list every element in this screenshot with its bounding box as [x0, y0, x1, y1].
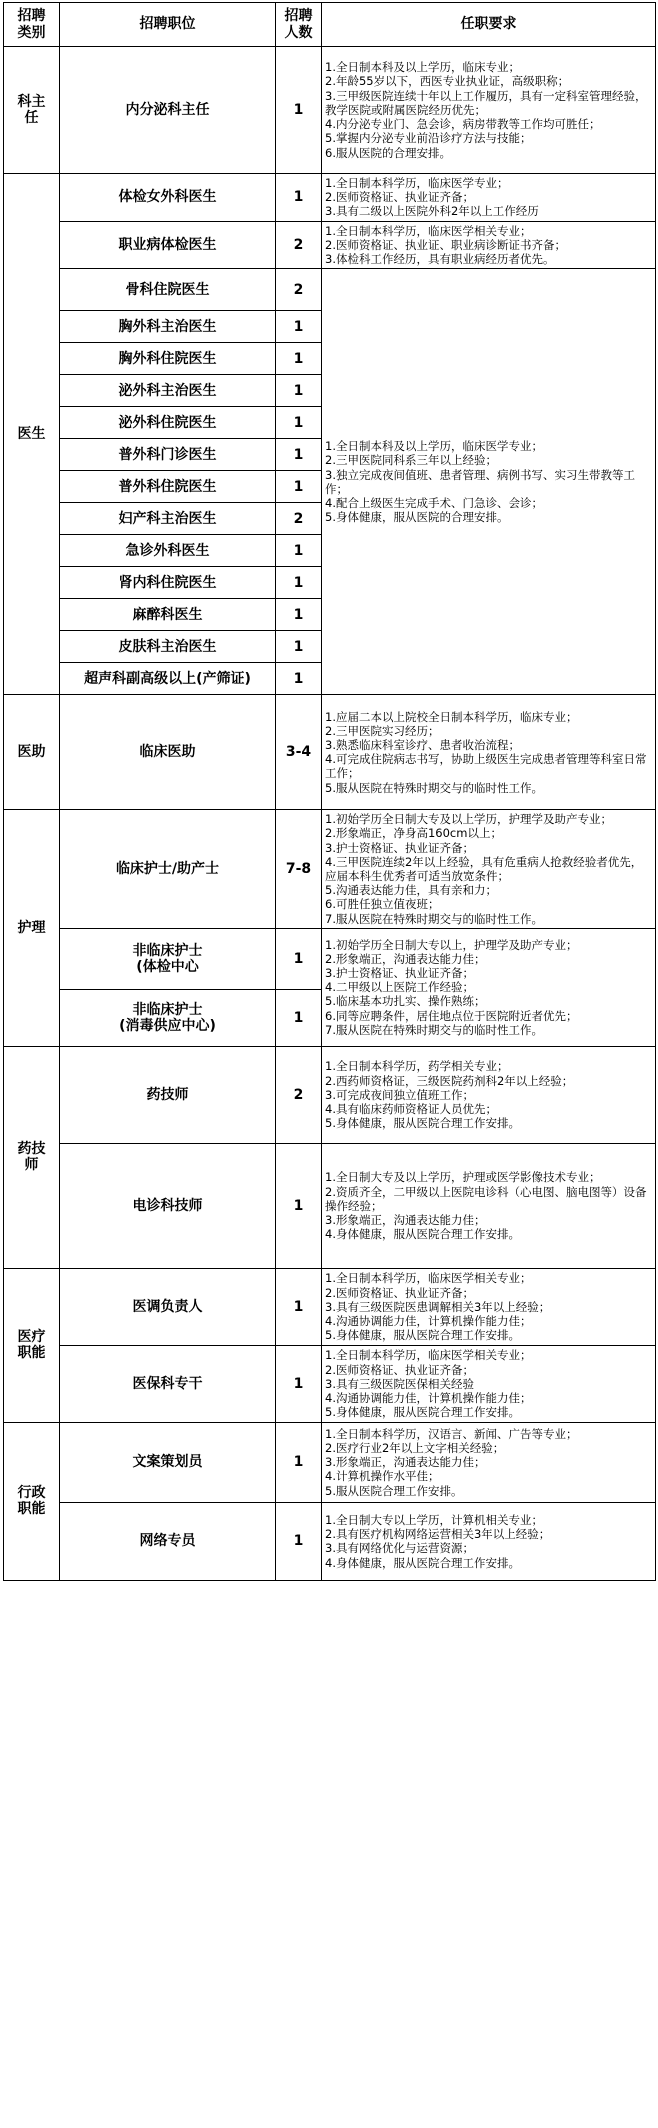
- position-cell: [60, 311, 276, 343]
- count-cell: 1: [276, 311, 322, 343]
- requirement-line: 1.初始学历全日制大专以上，护理学及助产专业；: [325, 937, 578, 952]
- count-cell: 2: [276, 1046, 322, 1143]
- position-cell: [60, 1268, 276, 1345]
- position-title: 非临床护士: [132, 942, 203, 959]
- requirement-line: 4.身体健康，服从医院合理工作安排。: [325, 1227, 520, 1242]
- table-row: [4, 1345, 656, 1422]
- table-row: [4, 810, 656, 929]
- position-title: 泌外科住院医生: [118, 414, 217, 431]
- requirement-line: 5.沟通表达能力佳，具有亲和力；: [325, 883, 497, 898]
- position-title: 泌外科主治医生: [118, 382, 217, 399]
- position-cell: [60, 663, 276, 695]
- requirement-line: 1.全日制大专以上学历，计算机相关专业；: [325, 1512, 543, 1527]
- count-cell: 2: [276, 503, 322, 535]
- requirement-line: 6.服从医院的合理安排。: [325, 145, 451, 160]
- position-title: 电诊科技师: [132, 1197, 203, 1214]
- requirement-line: 6.同等应聘条件，居住地点位于医院附近者优先；: [325, 1008, 578, 1023]
- requirements-cell: [322, 269, 656, 695]
- header-position: 招聘职位: [60, 3, 276, 47]
- requirement-line: 2.三甲医院同科系三年以上经验；: [325, 453, 497, 468]
- position-cell: [60, 1502, 276, 1580]
- count-cell: 1: [276, 1422, 322, 1502]
- requirement-line: 3.独立完成夜间值班、患者管理、病例书写、实习生带教等工作；: [325, 467, 635, 496]
- table-row: [4, 174, 656, 222]
- requirement-line: 7.服从医院在特殊时期交与的临时性工作。: [325, 911, 543, 926]
- category-cell: 科主任: [4, 47, 60, 174]
- requirements-cell: [322, 1422, 656, 1502]
- requirement-line: 6.可胜任独立值夜班；: [325, 897, 440, 912]
- requirements-cell: [322, 810, 656, 929]
- requirements-cell: [322, 174, 656, 222]
- count-cell: 3-4: [276, 695, 322, 810]
- requirement-line: 4.具有临床药师资格证人员优先；: [325, 1101, 497, 1116]
- position-title: 肾内科住院医生: [118, 574, 217, 591]
- count-cell: 1: [276, 535, 322, 567]
- requirement-line: 1.应届二本以上院校全日制本科学历，临床专业；: [325, 709, 578, 724]
- requirement-line: 3.护士资格证、执业证齐备；: [325, 966, 474, 981]
- requirement-line: 1.全日制本科学历，临床医学相关专业；: [325, 1271, 532, 1286]
- count-cell: 1: [276, 663, 322, 695]
- position-title: 麻醉科医生: [132, 606, 203, 623]
- position-cell: [60, 599, 276, 631]
- requirement-line: 4.内分泌专业门、急会诊，病房带教等工作均可胜任；: [325, 117, 601, 132]
- count-cell: 1: [276, 1268, 322, 1345]
- position-cell: [60, 1422, 276, 1502]
- requirement-line: 3.体检科工作经历，具有职业病经历者优先。: [325, 252, 555, 267]
- position-cell: [60, 989, 276, 1046]
- table-row: [4, 47, 656, 174]
- count-cell: 1: [276, 1143, 322, 1268]
- position-cell: [60, 375, 276, 407]
- position-title: 内分泌科主任: [125, 102, 210, 118]
- category-cell: 护理: [4, 810, 60, 1047]
- requirement-line: 1.全日制本科及以上学历，临床专业；: [325, 60, 520, 75]
- category-cell: 行政职能: [4, 1422, 60, 1580]
- count-cell: 1: [276, 407, 322, 439]
- position-title: 职业病体检医生: [118, 236, 217, 253]
- table-row: [4, 221, 656, 269]
- requirement-line: 4.二甲级以上医院工作经验；: [325, 980, 474, 995]
- table-row: [4, 1046, 656, 1143]
- table-row: [4, 928, 656, 989]
- position-cell: [60, 471, 276, 503]
- requirement-line: 7.服从医院在特殊时期交与的临时性工作。: [325, 1022, 543, 1037]
- position-cell: [60, 535, 276, 567]
- requirements-cell: [322, 1143, 656, 1268]
- category-cell: 医疗职能: [4, 1268, 60, 1422]
- count-cell: 2: [276, 221, 322, 269]
- position-cell: [60, 439, 276, 471]
- position-title: 医保科专干: [132, 1375, 203, 1392]
- position-cell: [60, 1345, 276, 1422]
- position-cell: [60, 631, 276, 663]
- requirement-line: 3.形象端正，沟通表达能力佳；: [325, 1455, 486, 1470]
- requirement-line: 1.全日制大专及以上学历，护理或医学影像技术专业；: [325, 1170, 601, 1185]
- position-title: 超声科副高级以上(产筛证): [84, 670, 251, 687]
- position-title: 急诊外科医生: [125, 542, 210, 559]
- count-cell: 1: [276, 1345, 322, 1422]
- position-title: 临床护士/助产士: [115, 861, 220, 878]
- count-cell: 1: [276, 375, 322, 407]
- position-title: 体检女外科医生: [118, 189, 217, 206]
- requirement-line: 2.医疗行业2年以上文字相关经验；: [325, 1441, 505, 1456]
- position-cell: [60, 503, 276, 535]
- requirement-line: 4.身体健康，服从医院合理工作安排。: [325, 1555, 520, 1570]
- position-subtitle: (体检中心: [136, 958, 199, 975]
- requirement-line: 4.沟通协调能力佳，计算机操作能力佳；: [325, 1390, 532, 1405]
- count-cell: 1: [276, 989, 322, 1046]
- requirement-line: 4.可完成住院病志书写，协助上级医生完成患者管理等科室日常工作；: [325, 752, 647, 781]
- position-title: 胸外科主治医生: [118, 318, 217, 335]
- requirement-line: 4.计算机操作水平佳；: [325, 1469, 440, 1484]
- table-row: [4, 1502, 656, 1580]
- position-title: 非临床护士: [132, 1001, 203, 1018]
- position-subtitle: (消毒供应中心): [119, 1017, 216, 1034]
- requirement-line: 5.身体健康，服从医院合理工作安排。: [325, 1328, 520, 1343]
- requirement-line: 2.形象端正，沟通表达能力佳；: [325, 951, 486, 966]
- position-cell: [60, 567, 276, 599]
- position-cell: [60, 928, 276, 989]
- requirement-line: 1.全日制本科学历，药学相关专业；: [325, 1059, 509, 1074]
- requirement-line: 3.可完成夜间独立值班工作；: [325, 1087, 474, 1102]
- requirements-cell: [322, 1502, 656, 1580]
- position-cell: [60, 269, 276, 311]
- requirement-line: 3.具有二级以上医院外科2年以上工作经历: [325, 204, 539, 219]
- count-cell: 1: [276, 471, 322, 503]
- position-title: 胸外科住院医生: [118, 350, 217, 367]
- header-category: 招聘类别: [4, 3, 60, 47]
- position-title: 药技师: [146, 1086, 189, 1103]
- requirement-line: 2.年龄55岁以下，西医专业执业证，高级职称；: [325, 74, 570, 89]
- requirements-cell: [322, 928, 656, 1046]
- position-cell: [60, 221, 276, 269]
- requirement-line: 4.沟通协调能力佳，计算机操作能力佳；: [325, 1313, 532, 1328]
- count-cell: 1: [276, 599, 322, 631]
- requirement-line: 4.配合上级医生完成手术、门急诊、会诊；: [325, 495, 543, 510]
- requirement-line: 2.具有医疗机构网络运营相关3年以上经验；: [325, 1527, 551, 1542]
- requirement-line: 1.全日制本科学历，汉语言、新闻、广告等专业；: [325, 1426, 578, 1441]
- position-cell: [60, 343, 276, 375]
- position-title: 骨科住院医生: [125, 281, 210, 298]
- table-row: [4, 269, 656, 311]
- count-cell: 1: [276, 567, 322, 599]
- count-cell: 1: [276, 631, 322, 663]
- position-title: 文案策划员: [132, 1454, 203, 1471]
- count-cell: 1: [276, 174, 322, 222]
- requirement-line: 3.熟悉临床科室诊疗、患者收治流程；: [325, 738, 520, 753]
- requirement-line: 3.具有三级医院医保相关经验: [325, 1376, 474, 1391]
- requirement-line: 4.三甲医院连续2年以上经验，具有危重病人抢救经验者优先，应届本科生优秀者可适当放宽条件；: [325, 854, 643, 884]
- position-cell: [60, 174, 276, 222]
- requirement-line: 2.医师资格证、执业证齐备；: [325, 1362, 474, 1377]
- requirements-cell: [322, 1268, 656, 1345]
- requirement-line: 3.具有网络优化与运营资源；: [325, 1541, 474, 1556]
- requirements-cell: [322, 1345, 656, 1422]
- requirement-line: 2.医师资格证、执业证、职业病诊断证书齐备；: [325, 237, 566, 252]
- count-cell: 1: [276, 1502, 322, 1580]
- requirement-line: 1.全日制本科学历，临床医学相关专业；: [325, 1348, 532, 1363]
- requirement-line: 2.形象端正，净身高160cm以上；: [325, 826, 502, 841]
- position-title: 妇产科主治医生: [118, 510, 217, 527]
- requirement-line: 2.医师资格证、执业证齐备；: [325, 1285, 474, 1300]
- requirement-line: 1.初始学历全日制大专及以上学历，护理学及助产专业；: [325, 812, 612, 827]
- header-requirements: 任职要求: [322, 3, 656, 47]
- requirement-line: 5.身体健康，服从医院的合理安排。: [325, 510, 509, 525]
- requirements-cell: [322, 221, 656, 269]
- requirement-line: 5.服从医院合理工作安排。: [325, 1483, 463, 1498]
- requirement-line: 1.全日制本科学历，临床医学专业；: [325, 176, 509, 190]
- position-title: 医调负责人: [132, 1298, 203, 1315]
- requirement-line: 2.医师资格证、执业证齐备；: [325, 190, 474, 205]
- requirement-line: 5.临床基本功扎实、操作熟练；: [325, 994, 486, 1009]
- header-count: 招聘人数: [276, 3, 322, 47]
- category-cell: 药技师: [4, 1046, 60, 1268]
- requirements-cell: [322, 695, 656, 810]
- position-title: 皮肤科主治医生: [118, 638, 217, 655]
- requirement-line: 5.身体健康，服从医院合理工作安排。: [325, 1405, 520, 1420]
- table-row: [4, 1143, 656, 1268]
- requirements-cell: [322, 47, 656, 174]
- position-cell: [60, 810, 276, 929]
- requirement-line: 3.护士资格证、执业证齐备；: [325, 840, 474, 855]
- requirement-line: 5.服从医院在特殊时期交与的临时性工作。: [325, 780, 543, 795]
- position-cell: [60, 47, 276, 174]
- position-title: 普外科门诊医生: [118, 446, 217, 463]
- requirement-line: 1.全日制本科学历，临床医学相关专业；: [325, 223, 532, 238]
- position-cell: [60, 407, 276, 439]
- recruitment-table: [3, 2, 656, 1581]
- count-cell: 1: [276, 439, 322, 471]
- count-cell: 1: [276, 928, 322, 989]
- table-row: [4, 1268, 656, 1345]
- table-row: [4, 1422, 656, 1502]
- position-title: 普外科住院医生: [118, 478, 217, 495]
- requirement-line: 3.三甲级医院连续十年以上工作履历，具有一定科室管理经验，教学医院或附属医院经历优先；: [325, 88, 647, 117]
- category-cell: 医生: [4, 174, 60, 695]
- header-row: [4, 3, 656, 47]
- count-cell: 7-8: [276, 810, 322, 929]
- count-cell: 1: [276, 343, 322, 375]
- count-cell: 2: [276, 269, 322, 311]
- position-cell: [60, 1046, 276, 1143]
- count-cell: 1: [276, 47, 322, 174]
- requirement-line: 5.掌握内分泌专业前沿诊疗方法与技能；: [325, 131, 532, 146]
- table-row: [4, 695, 656, 810]
- position-cell: [60, 1143, 276, 1268]
- category-cell: 医助: [4, 695, 60, 810]
- requirement-line: 2.资质齐全，二甲级以上医院电诊科（心电图、脑电图等）设备操作经验；: [325, 1184, 647, 1213]
- position-title: 临床医助: [139, 744, 196, 761]
- requirements-cell: [322, 1046, 656, 1143]
- requirement-line: 2.西药师资格证，三级医院药剂科2年以上经验；: [325, 1073, 574, 1088]
- requirement-line: 3.具有三级医院医患调解相关3年以上经验；: [325, 1299, 551, 1314]
- requirement-line: 3.形象端正，沟通表达能力佳；: [325, 1212, 486, 1227]
- position-title: 网络专员: [139, 1533, 196, 1550]
- position-cell: [60, 695, 276, 810]
- requirement-line: 1.全日制本科及以上学历，临床医学专业；: [325, 439, 543, 454]
- requirement-line: 2.三甲医院实习经历；: [325, 723, 440, 738]
- requirement-line: 5.身体健康，服从医院合理工作安排。: [325, 1116, 520, 1131]
